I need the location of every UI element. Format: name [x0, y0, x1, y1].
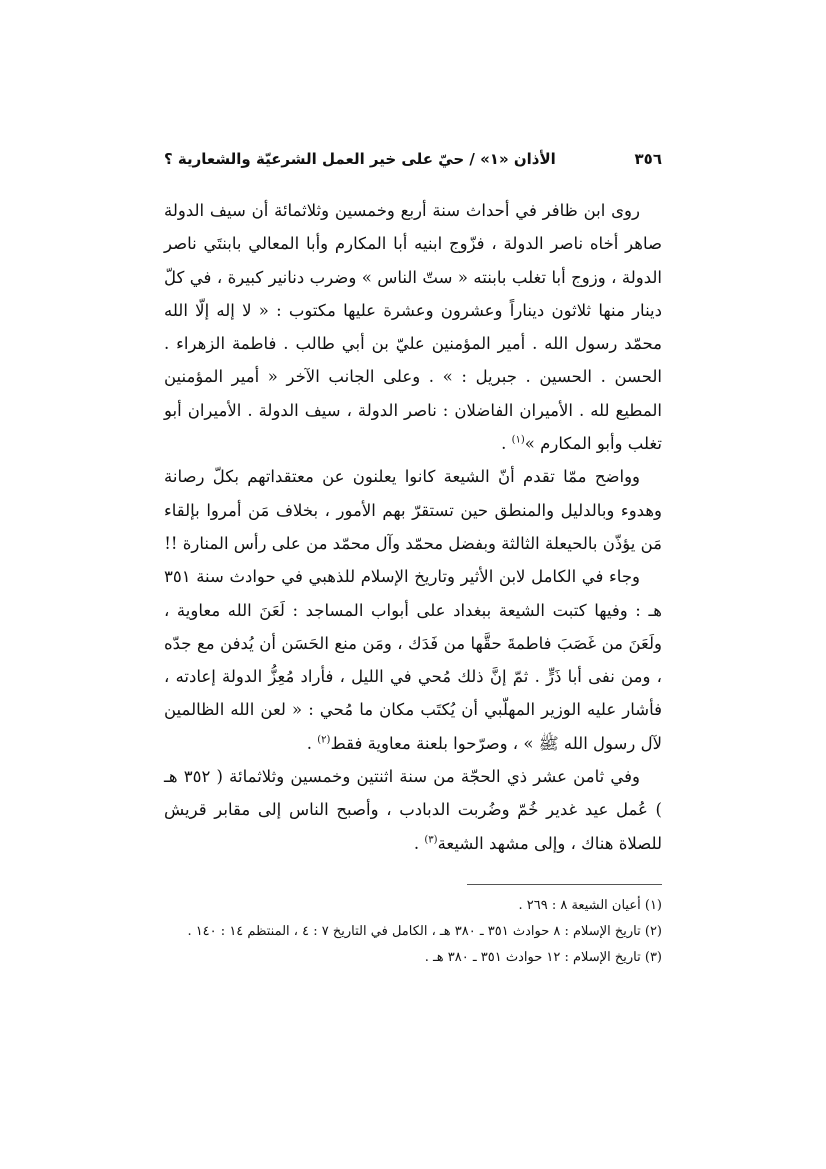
paragraph: [164, 194, 662, 460]
footnote: (٣) تاريخ الإسلام : ١٢ حوادث ٣٥١ ـ ٣٨٠ هـ .: [424, 950, 662, 965]
paragraph-tail: .: [501, 434, 512, 454]
footnote-separator: [467, 884, 662, 885]
paragraph: [164, 560, 662, 760]
paragraph-text: روى ابن ظافر في أحداث سنة أربع وخمسين وثلاثمائة أن سيف الدولة صاهر أخاه ناصر الدولة ، فزّوج ابنيه أبا المكارم وأبا المعالي بابنتَي ناصر الدولة ، وزوج أبا تغلب بابنته « ستّ الناس » وضرب دنانير كبيرة ، في كلّ دينار منها ثلاثون ديناراً وعشرون وعشرة عليها مكتوب : « لا إله إلّا الله محمّد رسول الله . أمير المؤمنين عليّ بن أبي طالب . فاطمة الزهراء . الحسن . الحسين . جبريل : » . وعلى الجانب الآخر « أمير المؤمنين المطيع لله . الأميران الفاضلان : ناصر الدولة ، سيف الدولة . الأميران أبو تغلب وأبو المكارم »: [164, 201, 662, 454]
paragraph-text: وفي ثامن عشر ذي الحجّة من سنة اثنتين وخمسين وثلاثمائة ( ٣٥٢ هـ ) عُمل عيد غدير خُمّ وضُربت الدبادب ، وأصبح الناس إلى مقابر قريش للصلاة هناك ، وإلى مشهد الشيعة: [164, 767, 662, 853]
footnote: (٢) تاريخ الإسلام : ٨ حوادث ٣٥١ ـ ٣٨٠ هـ ، الكامل في التاريخ ٧ : ٤ ، المنتظم ١٤ : ١٤٠ .: [187, 924, 662, 939]
paragraph: [164, 460, 662, 560]
footnotes: [164, 893, 662, 971]
footnote-reference: (٢): [317, 734, 331, 746]
running-header: [164, 150, 662, 174]
chapter-title: الأذان «١» / حيّ على خير العمل الشرعيّة والشعارية ؟: [164, 150, 556, 168]
footnote: (١) أعيان الشيعة ٨ : ٢٦٩ .: [518, 898, 662, 913]
paragraph-tail: .: [413, 833, 425, 853]
main-text: [164, 194, 662, 860]
paragraph: [164, 760, 662, 860]
paragraph-tail: .: [306, 733, 318, 753]
footnote-reference: (١): [511, 434, 525, 446]
footnote-reference: (٣): [424, 834, 438, 846]
paragraph-text: وجاء في الكامل لابن الأثير وتاريخ الإسلام للذهبي في حوادث سنة ٣٥١ هـ : وفيها كتبت الشيعة ببغداد على أبواب المساجد : لَعَنَ الله معاوية ، ولَعَنَ من غَصَبَ فاطمةَ حقَّها من فَدَك ، ومَن منع الحَسَن أن يُدفن مع جدّه ، ومن نفى أبا ذَرٍّ . ثمّ إنَّ ذلك مُحي في الليل ، فأراد مُعِزُّ الدولة إعادته ، فأشار عليه الوزير المهلّبي أن يُكتَب مكان ما مُحي : « لعن الله الظالمين لآل رسول الله ﷺ » ، وصرّحوا بلعنة معاوية فقط: [164, 567, 663, 753]
paragraph-text: وواضح ممّا تقدم أنّ الشيعة كانوا يعلنون عن معتقداتهم بكلّ رصانة وهدوء وبالدليل والمنطق حين تستقرّ بهم الأمور ، بخلاف مَن أمروا بإلقاء مَن يؤذّن بالحيعلة الثالثة وبفضل محمّد وآل محمّد من على رأس المنارة !!: [164, 467, 662, 553]
page-number: ٣٥٦: [634, 150, 662, 168]
